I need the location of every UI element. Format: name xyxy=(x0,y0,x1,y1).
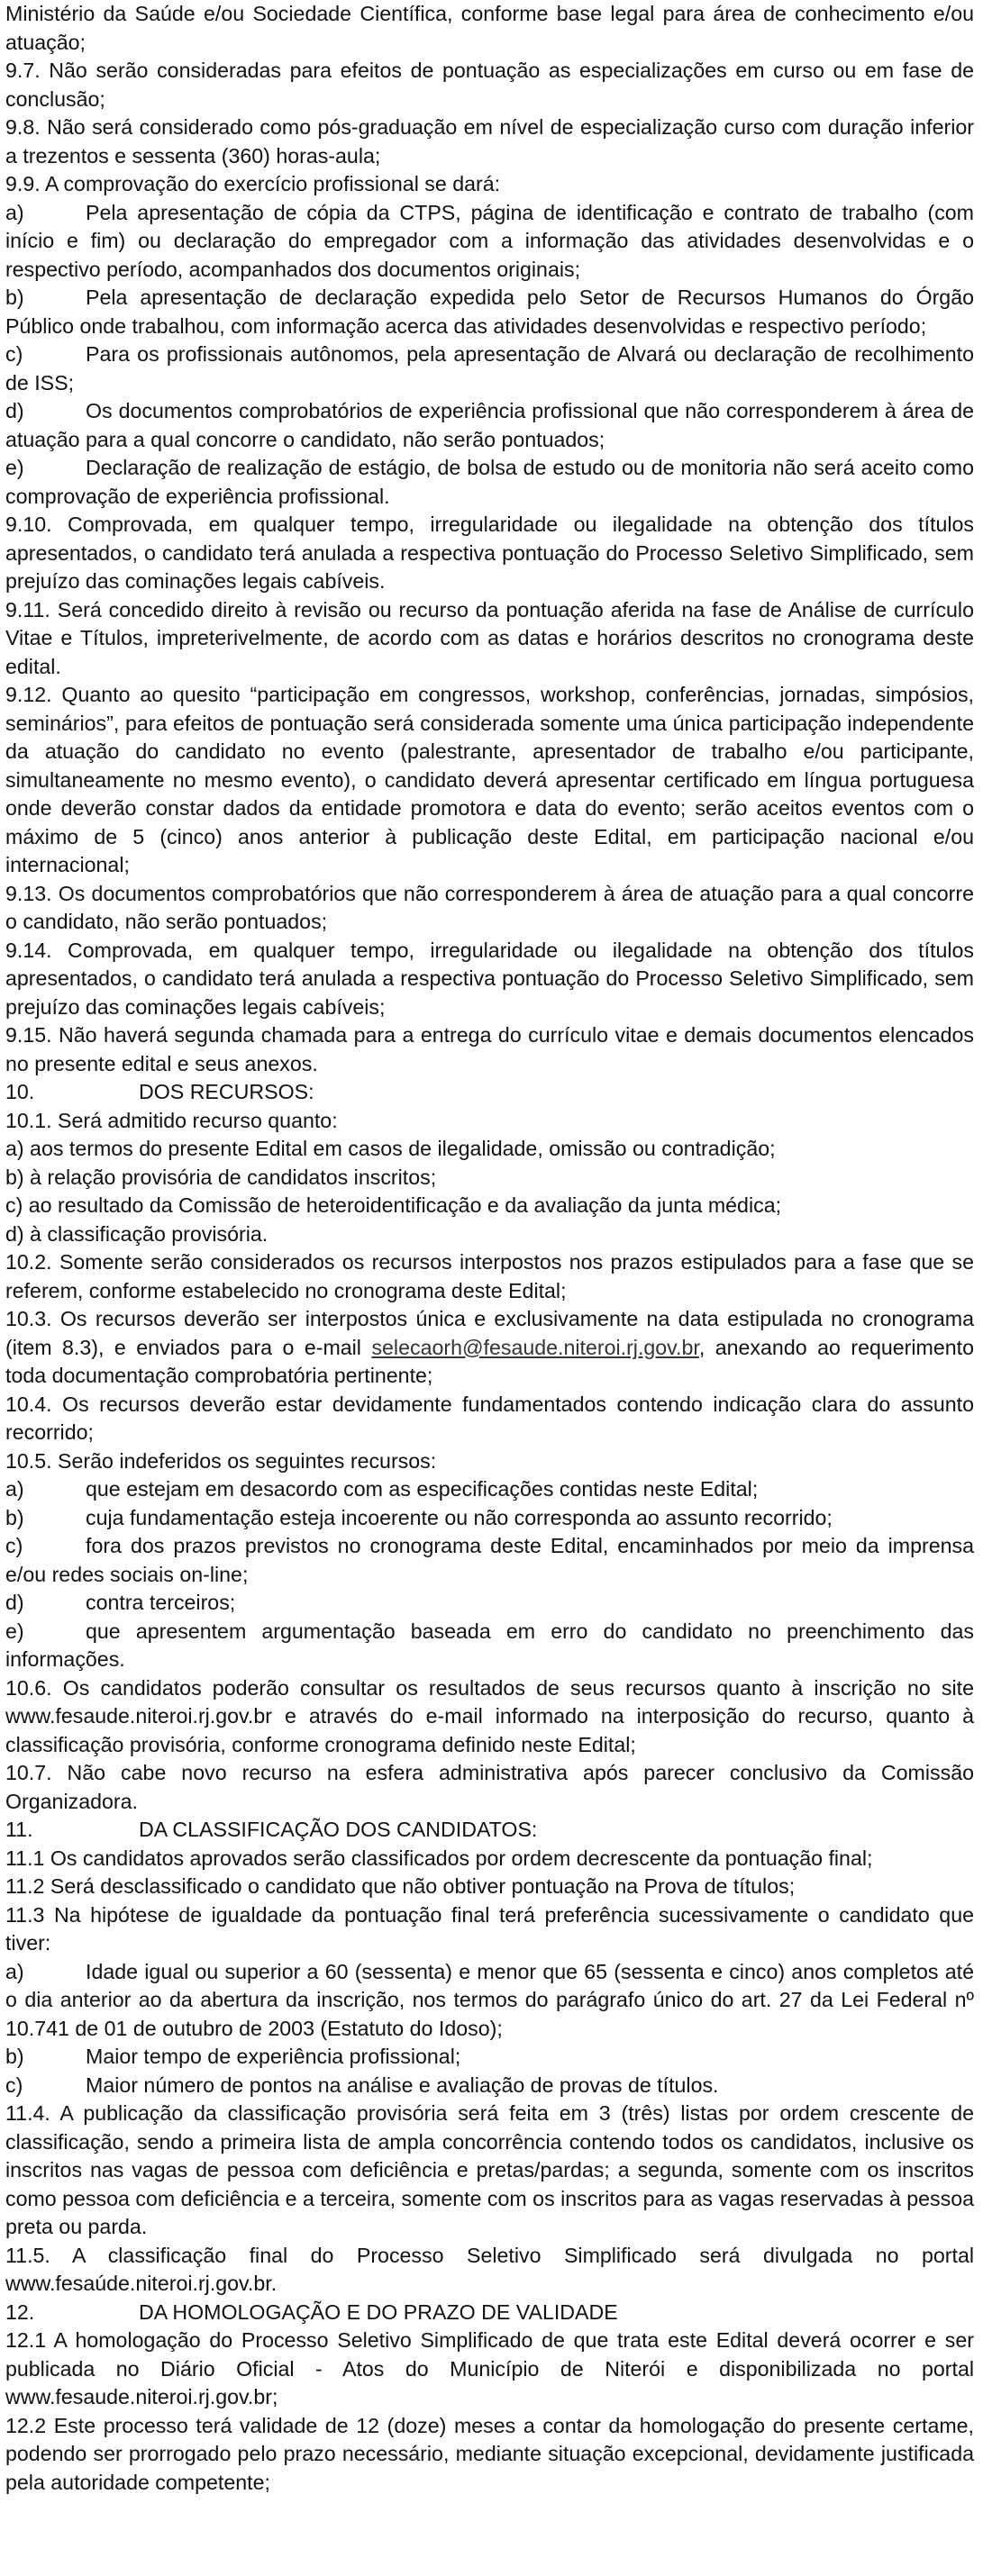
list-item xyxy=(5,340,974,397)
list-marker: a) xyxy=(5,1959,24,1983)
section-heading xyxy=(5,1078,974,1107)
list-item xyxy=(5,397,974,454)
list-item xyxy=(5,2043,974,2072)
paragraph-text: 9.10. Comprovada, em qualquer tempo, irregularidade ou ilegalidade na obtenção dos títulos apresentados, o candidato terá anulada a respectiva pontuação do Processo Seletivo Simplificado, sem prejuízo das cominações legais cabíveis. xyxy=(5,512,974,593)
list-item xyxy=(5,1532,974,1589)
list-marker: c) xyxy=(5,342,23,366)
list-marker: b) xyxy=(5,286,24,309)
paragraph xyxy=(5,57,974,113)
paragraph-text: DA HOMOLOGAÇÃO E DO PRAZO DE VALIDADE xyxy=(139,2299,618,2324)
paragraph-text: DOS RECURSOS: xyxy=(139,1080,314,1103)
paragraph-text: Os documentos comprobatórios de experiência profissional que não corresponderem à área de atuação para a qual concorre o candidato, não serão pontuados; xyxy=(5,399,974,451)
list-item xyxy=(5,1958,974,2044)
paragraph-text: 10.1. Será admitido recurso quanto: xyxy=(5,1108,338,1132)
paragraph-text: Maior tempo de experiência profissional; xyxy=(86,2045,461,2068)
paragraph-text: c) ao resultado da Comissão de heteroidentificação e da avaliação da junta médica; xyxy=(5,1193,782,1217)
paragraph-text: d) à classificação provisória. xyxy=(5,1221,269,1246)
section-heading xyxy=(5,1816,974,1845)
paragraph-text: 11.4. A publicação da classificação provisória será feita em 3 (três) listas por ordem crescente de classificação, sendo a primeira lista de ampla concorrência contendo todos os candidatos, inclusive os inscritos nas vagas de pessoa com deficiência e pretas/pardas; a segunda, somente com os inscritos como pessoa com deficiência e a terceira, somente com os inscritos para as vagas reservadas à pessoa preta ou parda. xyxy=(5,2101,974,2238)
paragraph xyxy=(5,1759,974,1816)
section-heading xyxy=(5,2299,974,2327)
paragraph-text: 9.11. Será concedido direito à revisão ou recurso da pontuação aferida na fase de Análise de currículo Vitae e Títulos, impreterivelmente, de acordo com as datas e horários descritos no cronograma deste edital. xyxy=(5,597,974,678)
paragraph xyxy=(5,1305,974,1391)
list-marker: b) xyxy=(5,2045,24,2068)
paragraph-text: 12.2 Este processo terá validade de 12 (doze) meses a contar da homologação do presente certame, podendo ser prorrogado pelo prazo necessário, mediante situação excepcional, devidamente justificada pela autoridade competente; xyxy=(5,2413,974,2494)
paragraph-text: 9.14. Comprovada, em qualquer tempo, irregularidade ou ilegalidade na obtenção dos títulos apresentados, o candidato terá anulada a respectiva pontuação do Processo Seletivo Simplificado, sem prejuízo das cominações legais cabíveis; xyxy=(5,938,974,1019)
paragraph xyxy=(5,2100,974,2242)
paragraph-text: DA CLASSIFICAÇÃO DOS CANDIDATOS: xyxy=(139,1818,538,1841)
paragraph xyxy=(5,2242,974,2299)
paragraph-text: 9.7. Não serão consideradas para efeitos de pontuação as especializações em curso ou em fase de conclusão; xyxy=(5,59,974,111)
email-link[interactable]: selecaorh@fesaude.niteroi.rj.gov.br xyxy=(371,1335,699,1359)
paragraph-text: 10.5. Serão indeferidos os seguintes recursos: xyxy=(5,1448,437,1473)
list-marker: b) xyxy=(5,1505,24,1529)
paragraph xyxy=(5,1248,974,1305)
paragraph xyxy=(5,937,974,1022)
list-item xyxy=(5,199,974,285)
paragraph xyxy=(5,1164,974,1193)
paragraph-text: 9.15. Não haverá segunda chamada para a entrega do currículo vitae e demais documentos elencados no presente edital e seus anexos. xyxy=(5,1023,974,1075)
paragraph-text: cuja fundamentação esteja incoerente ou não corresponda ao assunto recorrido; xyxy=(86,1505,833,1529)
paragraph-text: Para os profissionais autônomos, pela apresentação de Alvará ou declaração de recolhimento de ISS; xyxy=(5,342,974,395)
paragraph-text: 9.9. A comprovação do exercício profissional se dará: xyxy=(5,172,501,195)
paragraph-text: , anexando ao requerimento toda documentação comprobatória pertinente; xyxy=(5,1335,974,1387)
paragraph-text: fora dos prazos previstos no cronograma deste Edital, encaminhados por meio da imprensa e/ou redes sociais on-line; xyxy=(5,1534,974,1586)
paragraph-text: contra terceiros; xyxy=(86,1591,236,1614)
paragraph xyxy=(5,2412,974,2498)
paragraph-text: a) aos termos do presente Edital em casos de ilegalidade, omissão ou contradição; xyxy=(5,1137,776,1160)
paragraph xyxy=(5,1674,974,1760)
paragraph xyxy=(5,1220,974,1249)
list-marker: a) xyxy=(5,200,24,224)
paragraph xyxy=(5,1107,974,1136)
paragraph xyxy=(5,1845,974,1873)
list-item xyxy=(5,1589,974,1618)
section-number: 10. xyxy=(5,1080,35,1103)
paragraph xyxy=(5,1901,974,1958)
paragraph xyxy=(5,1192,974,1220)
paragraph-text: 12.1 A homologação do Processo Seletivo Simplificado de que trata este Edital deverá ocorrer e ser publicada no Diário Oficial - Atos do Município de Niterói e disponibilizada no portal www.fesaude.niteroi.rj.gov.br; xyxy=(5,2328,974,2408)
paragraph xyxy=(5,1873,974,1901)
paragraph xyxy=(5,1447,974,1476)
paragraph xyxy=(5,880,974,937)
paragraph-text: Idade igual ou superior a 60 (sessenta) e menor que 65 (sessenta e cinco) anos completos até o dia anterior ao da abertura da inscrição, nos termos do parágrafo único do art. 27 da Lei Federal nº 10.741 de 01 de outubro de 2003 (Estatuto do Idoso); xyxy=(5,1959,974,2040)
paragraph-text: 11.3 Na hipótese de igualdade da pontuação final terá preferência sucessivamente o candidato que tiver: xyxy=(5,1902,974,1955)
paragraph xyxy=(5,113,974,170)
paragraph-text: 11.5. A classificação final do Processo Seletivo Simplificado será divulgada no portal www.fesaúde.niteroi.rj.gov.br. xyxy=(5,2243,974,2295)
paragraph-text: Pela apresentação de declaração expedida pelo Setor de Recursos Humanos do Órgão Público onde trabalhou, com informação acerca das atividades desenvolvidas e respectivo período; xyxy=(5,286,974,338)
paragraph-text: 9.13. Os documentos comprobatórios que não corresponderem à área de atuação para a qual concorre o candidato, não serão pontuados; xyxy=(5,881,974,933)
paragraph xyxy=(5,170,974,199)
paragraph xyxy=(5,1135,974,1164)
list-item xyxy=(5,1618,974,1674)
section-number: 11. xyxy=(5,1818,33,1841)
list-marker: a) xyxy=(5,1477,24,1501)
paragraph xyxy=(5,0,974,57)
paragraph-text: Declaração de realização de estágio, de bolsa de estudo ou de monitoria não será aceito como comprovação de experiência profissional. xyxy=(5,456,974,508)
paragraph xyxy=(5,1391,974,1447)
list-item xyxy=(5,1475,974,1504)
paragraph-text: 10.4. Os recursos deverão estar devidamente fundamentados contendo indicação clara do assunto recorrido; xyxy=(5,1392,974,1444)
paragraph-text: 11.2 Será desclassificado o candidato que não obtiver pontuação na Prova de títulos; xyxy=(5,1874,796,1898)
section-number: 12. xyxy=(5,2299,35,2324)
list-marker: d) xyxy=(5,1591,24,1614)
paragraph-text: 9.12. Quanto ao quesito “participação em congressos, workshop, conferências, jornadas, simpósios, seminários”, para efeitos de pontuação será considerada somente uma única participação independente da atuação do candidato no evento (palestrante, apresentador de trabalho e/ou participante, simultaneamente no mesmo evento), o candidato deverá apresentar certificado em língua portuguesa onde deverão constar dados da entidade promotora e data do evento; serão aceitos eventos com o máximo de 5 (cinco) anos anterior à publicação deste Edital, em participação nacional e/ou internacional; xyxy=(5,683,974,876)
paragraph-text: 10.3. Os recursos deverão ser interpostos única e exclusivamente na data estipulada no cronograma (item 8.3), e enviados para o e-mail xyxy=(5,1307,974,1359)
paragraph xyxy=(5,1021,974,1078)
paragraph xyxy=(5,511,974,596)
paragraph-text: b) à relação provisória de candidatos inscritos; xyxy=(5,1165,437,1189)
paragraph xyxy=(5,2327,974,2412)
paragraph xyxy=(5,596,974,682)
list-marker: c) xyxy=(5,1534,23,1557)
paragraph-text: 10.2. Somente serão considerados os recursos interpostos nos prazos estipulados para a fase que se referem, conforme estabelecido no cronograma deste Edital; xyxy=(5,1250,974,1302)
paragraph-text: 11.1 Os candidatos aprovados serão classificados por ordem decrescente da pontuação final; xyxy=(5,1846,873,1870)
paragraph-text: Pela apresentação de cópia da CTPS, página de identificação e contrato de trabalho (com início e fim) ou declaração do empregador com a informação das atividades desenvolvidas e o respectivo período, acompanhados dos documentos originais; xyxy=(5,200,974,281)
paragraph xyxy=(5,681,974,880)
list-marker: c) xyxy=(5,2073,23,2097)
paragraph-text: 9.8. Não será considerado como pós-graduação em nível de especialização curso com duração inferior a trezentos e sessenta (360) horas-aula; xyxy=(5,115,974,168)
list-item xyxy=(5,284,974,340)
list-marker: e) xyxy=(5,1619,24,1643)
list-item xyxy=(5,454,974,511)
list-item xyxy=(5,1504,974,1533)
paragraph-text: 10.7. Não cabe novo recurso na esfera administrativa após parecer conclusivo da Comissão Organizadora. xyxy=(5,1761,974,1813)
paragraph-text: Ministério da Saúde e/ou Sociedade Científica, conforme base legal para área de conhecimento e/ou atuação; xyxy=(5,2,974,54)
paragraph-text: que estejam em desacordo com as especificações contidas neste Edital; xyxy=(86,1477,759,1501)
list-marker: e) xyxy=(5,456,24,479)
paragraph-text: que apresentem argumentação baseada em erro do candidato no preenchimento das informações. xyxy=(5,1619,974,1671)
list-item xyxy=(5,2072,974,2100)
paragraph-text: 10.6. Os candidatos poderão consultar os resultados de seus recursos quanto à inscrição no site www.fesaude.niteroi.rj.gov.br e através do e-mail informado na interposição do recurso, quanto à classificação provisória, conforme cronograma definido neste Edital; xyxy=(5,1675,974,1756)
paragraph-text: Maior número de pontos na análise e avaliação de provas de títulos. xyxy=(86,2073,719,2097)
list-marker: d) xyxy=(5,399,24,422)
